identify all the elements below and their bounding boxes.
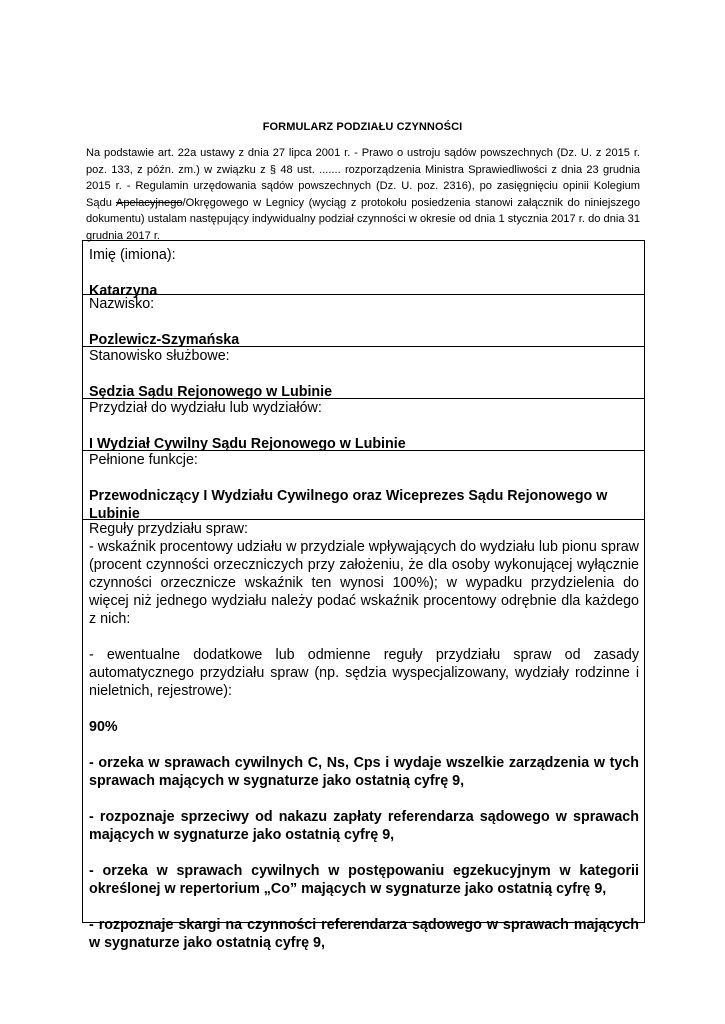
rules-additional-description: - ewentualne dodatkowe lub odmienne reguły przydziału spraw od zasady automatycznego przydziału spraw (np. sędzia wyspecjalizowany, wydziały rodzinne i nieletnich, rejestrowe): — [89, 647, 639, 699]
position-value: Sędzia Sądu Rejonowego w Lubinie — [89, 384, 333, 400]
division-value: I Wydział Cywilny Sądu Rejonowego w Lubinie — [89, 436, 406, 452]
duty-item: - rozpoznaje sprzeciwy od nakazu zapłaty referendarza sądowego w sprawach mających w sygnaturze jako ostatnią cyfrę 9, — [89, 809, 639, 843]
functions-label: Pełnione funkcje: — [89, 452, 198, 468]
first-name-row — [83, 241, 644, 299]
division-label: Przydział do wydziału lub wydziałów: — [89, 400, 322, 416]
intro-text-start: Na podstawie art. 22a ustawy z dnia 27 lipca 2001 r. - Prawo o ustroju sądów powszechnych (Dz. U. z 2015 r. poz. 133, z późn. zm.) w związku z § 48 ust. ....... rozporządzenia Ministra Sprawiedliwości z dnia 23 grudnia 2015 r. - Regulamin urzędowania sądów powszechnych (Dz. U. poz. 2316), po zasięgnięciu opinii Kolegium Sądu — [86, 147, 640, 209]
position-row — [83, 347, 644, 399]
document-title: FORMULARZ PODZIAŁU CZYNNOŚCI — [262, 121, 463, 133]
rules-percentage-description: - wskaźnik procentowy udziału w przydziale wpływających do wydziału lub pionu spraw (procent czynności orzeczniczych przy założeniu, że dla osoby wykonującej wyłącznie czynności orzecznicze wskaźnik ten wynosi 100%); w wypadku przydzielenia do więcej niż jednego wydziału należy podać wskaźnik procentowy odrębnie dla każdego z nich: — [89, 539, 639, 627]
functions-value: Przewodniczący I Wydziału Cywilnego oraz Wiceprezes Sądu Rejonowego w Lubinie — [89, 488, 608, 522]
first-name-label: Imię (imiona): — [89, 247, 176, 263]
division-row — [83, 399, 644, 451]
first-name-value: Katarzyna — [89, 283, 158, 299]
duty-item: - rozpoznaje skargi na czynności referendarza sądowego w sprawach mających w sygnaturze jako ostatnią cyfrę 9, — [89, 917, 639, 951]
intro-struck-word: Apelacyjnego — [115, 196, 183, 209]
last-name-value: Pozlewicz-Szymańska — [89, 332, 240, 348]
percentage-value: 90% — [89, 719, 118, 735]
duty-item: - orzeka w sprawach cywilnych C, Ns, Cps i wydaje wszelkie zarządzenia w tych sprawach mających w sygnaturze jako ostatnią cyfrę 9, — [89, 755, 639, 789]
rules-label: Reguły przydziału spraw: — [89, 521, 248, 537]
last-name-row — [83, 295, 644, 347]
duty-item: - orzeka w sprawach cywilnych w postępowaniu egzekucyjnym w kategorii określonej w repertorium „Co” mających w sygnaturze jako ostatnią cyfrę 9, — [89, 863, 639, 897]
functions-row — [83, 451, 644, 520]
position-label: Stanowisko służbowe: — [89, 348, 230, 364]
intro-text-end: /Okręgowego w Legnicy (wyciąg z protokołu posiedzenia stanowi załącznik do niniejszego dokumentu) ustalam następujący indywidualny podział czynności w okresie od dnia 1 stycznia 2017 r. do dnia 31 grudnia 2017 r. — [86, 196, 640, 242]
last-name-label: Nazwisko: — [89, 296, 155, 312]
assignment-form-table — [82, 240, 645, 951]
intro-paragraph — [86, 145, 640, 244]
rules-row — [83, 520, 644, 951]
